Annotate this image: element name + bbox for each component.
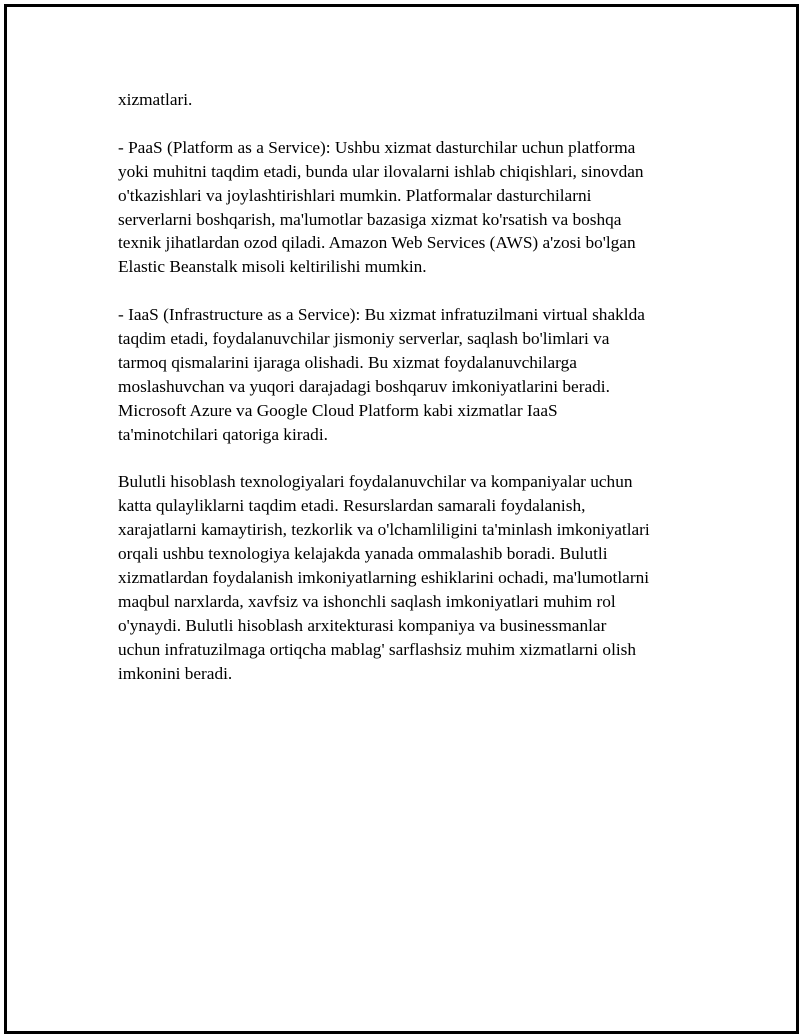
paragraph-conclusion: Bulutli hisoblash texnologiyalari foydalanuvchilar va kompaniyalar uchun katta qulayliklarni taqdim etadi. Resurslardan samarali foydalanish, xarajatlarni kamaytirish, tezkorlik va o'lchamliligini ta'minlash imkoniyatlari orqali ushbu texnologiya kelajakda yanada ommalashib boradi. Bulutli xizmatlardan foydalanish imkoniyatlarning eshiklarini ochadi, ma'lumotlarni maqbul narxlarda, xavfsiz va ishonchli saqlash imkoniyatlari muhim rol o'ynaydi. Bulutli hisoblash arxitekturasi kompaniya va businessmanlar uchun infratuzilmaga ortiqcha mablag' sarflashsiz muhim xizmatlarni olish imkonini beradi. — [118, 472, 650, 683]
paragraph-iaas: - IaaS (Infrastructure as a Service): Bu xizmat infratuzilmani virtual shaklda taqdim etadi, foydalanuvchilar jismoniy serverlar, saqlash bo'limlari va tarmoq qismalarini ijaraga olishadi. Bu xizmat foydalanuvchilarga moslashuvchan va yuqori darajadagi boshqaruv imkoniyatlarini beradi. Microsoft Azure va Google Cloud Platform kabi xizmatlar IaaS ta'minotchilari qatoriga kiradi. — [118, 305, 645, 444]
document-body — [118, 88, 698, 710]
paragraph-paas: - PaaS (Platform as a Service): Ushbu xizmat dasturchilar uchun platforma yoki muhitni taqdim etadi, bunda ular ilovalarni ishlab chiqishlari, sinovdan o'tkazishlari va joylashtirishlari mumkin. Platformalar dasturchilarni serverlarni boshqarish, ma'lumotlar bazasiga xizmat ko'rsatish va boshqa texnik jihatlardan ozod qiladi. Amazon Web Services (AWS) a'zosi bo'lgan Elastic Beanstalk misoli keltirilishi mumkin. — [118, 137, 644, 277]
paragraph-continuation: xizmatlari. — [118, 90, 193, 109]
